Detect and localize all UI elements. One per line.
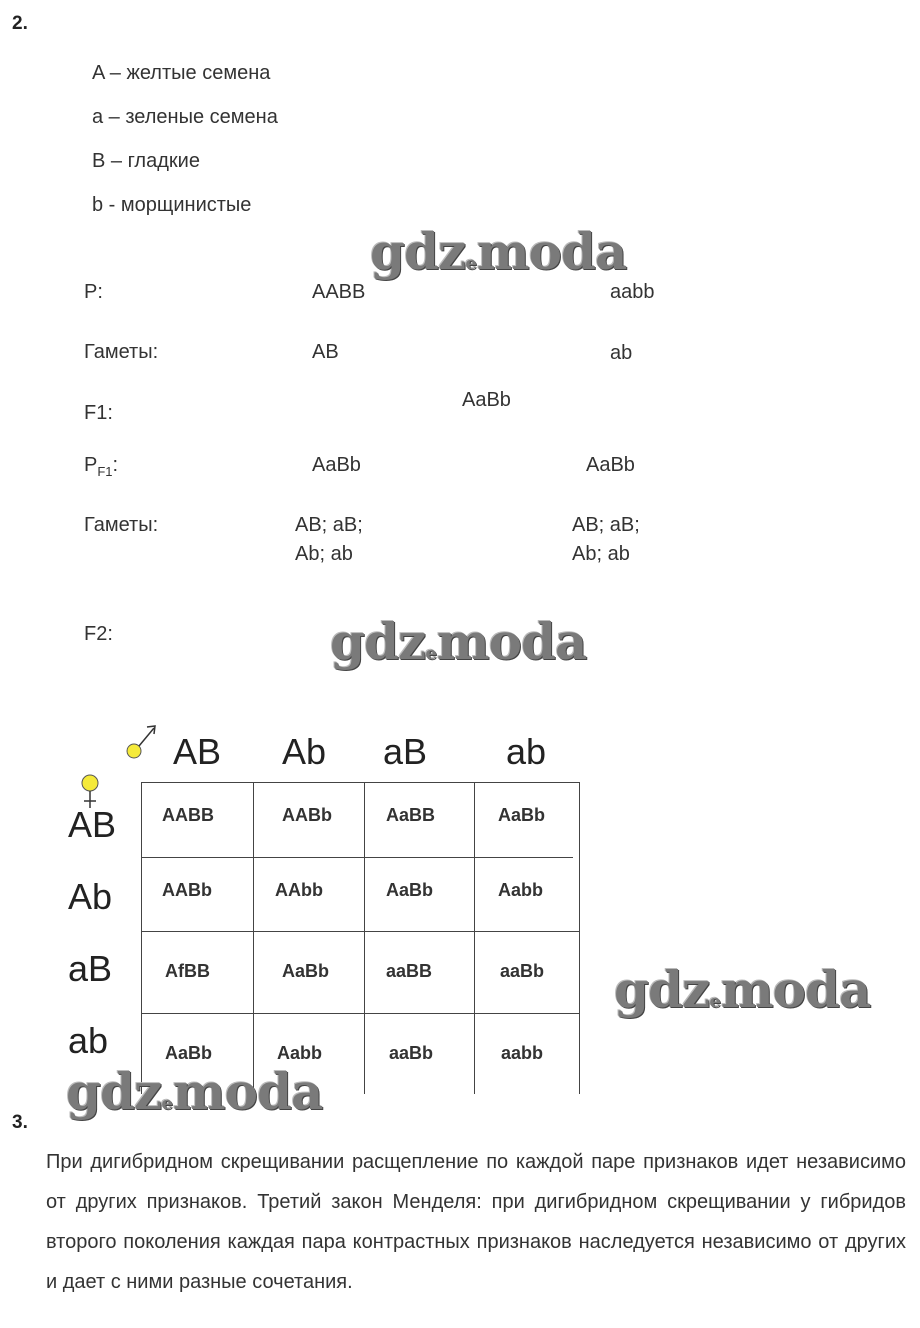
parents-label: P: bbox=[84, 281, 103, 303]
task-number-3: 3. bbox=[12, 1112, 28, 1133]
punnett-cell: aabb bbox=[501, 1043, 544, 1063]
gametes-label: Гаметы: bbox=[84, 341, 159, 363]
punnett-row-header: aB bbox=[68, 948, 113, 989]
punnett-cell: AaBB bbox=[386, 805, 436, 825]
punnett-cell: Aabb bbox=[277, 1043, 322, 1063]
punnett-cell: Aabb bbox=[498, 880, 543, 900]
punnett-cell: AAbb bbox=[275, 880, 323, 900]
punnett-cell: aaBB bbox=[386, 961, 433, 981]
task-number-2: 2. bbox=[12, 13, 28, 34]
punnett-cell: AABb bbox=[162, 880, 212, 900]
punnett-row-header: ab bbox=[68, 1020, 109, 1061]
punnett-cell: AaBb bbox=[282, 961, 330, 981]
punnett-cell: aaBb bbox=[500, 961, 545, 981]
legend-item-b-smooth: B – гладкие bbox=[92, 150, 200, 172]
punnett-column-header: aB bbox=[383, 731, 428, 772]
f1-genotype: AaBb bbox=[462, 389, 511, 411]
task3-paragraph: При дигибридном скрещивании расщепление по каждой паре признаков идет независимо от других признаков. Третий закон Менделя: при дигибридном скрещивании у гибридов второго поколения каждая пара контрастных признаков наследуется независимо от других и дает с ними разные сочетания. bbox=[46, 1151, 906, 1293]
parent-genotype-left: AABB bbox=[312, 281, 366, 303]
punnett-row-header: Ab bbox=[68, 876, 113, 917]
legend-item-a-yellow: A – желтые семена bbox=[92, 62, 271, 84]
punnett-column-header: AB bbox=[173, 731, 222, 772]
gametes2-right-line2: Ab; ab bbox=[572, 543, 630, 565]
gametes-right: ab bbox=[610, 342, 633, 364]
gametes-left: AB bbox=[312, 341, 339, 363]
f1-label: F1: bbox=[84, 402, 113, 424]
watermark: gdzemoda bbox=[330, 612, 587, 671]
legend-item-b-wrinkled: b - морщинистые bbox=[92, 194, 252, 216]
punnett-cell: AABB bbox=[162, 805, 214, 825]
punnett-cell: AaBb bbox=[498, 805, 546, 825]
watermark: gdzemoda bbox=[614, 960, 871, 1019]
punnett-cell: AABb bbox=[282, 805, 332, 825]
punnett-column-header: Ab bbox=[282, 731, 327, 772]
punnett-row-header: AB bbox=[68, 804, 117, 845]
gametes2-right-line1: AB; aB; bbox=[572, 514, 640, 536]
pf1-genotype-right: AaBb bbox=[586, 454, 635, 476]
male-symbol-icon bbox=[120, 718, 164, 764]
punnett-cell: AfBB bbox=[165, 961, 210, 981]
punnett-column-header: ab bbox=[506, 731, 547, 772]
parent-genotype-right: aabb bbox=[610, 281, 655, 303]
pf1-genotype-left: AaBb bbox=[312, 454, 361, 476]
gametes2-left-line1: AB; aB; bbox=[295, 514, 363, 536]
watermark: gdzemoda bbox=[66, 1062, 323, 1121]
gametes2-left-line2: Ab; ab bbox=[295, 543, 353, 565]
legend-item-a-green: a – зеленые семена bbox=[92, 106, 278, 128]
gametes2-label: Гаметы: bbox=[84, 514, 159, 536]
watermark: gdzemoda bbox=[370, 222, 627, 281]
punnett-cell: AaBb bbox=[386, 880, 434, 900]
pf1-label: $P_{F1}$: bbox=[84, 454, 119, 479]
punnett-cell: AaBb bbox=[165, 1043, 213, 1063]
punnett-cell: aaBb bbox=[389, 1043, 434, 1063]
f2-label: F2: bbox=[84, 623, 113, 645]
